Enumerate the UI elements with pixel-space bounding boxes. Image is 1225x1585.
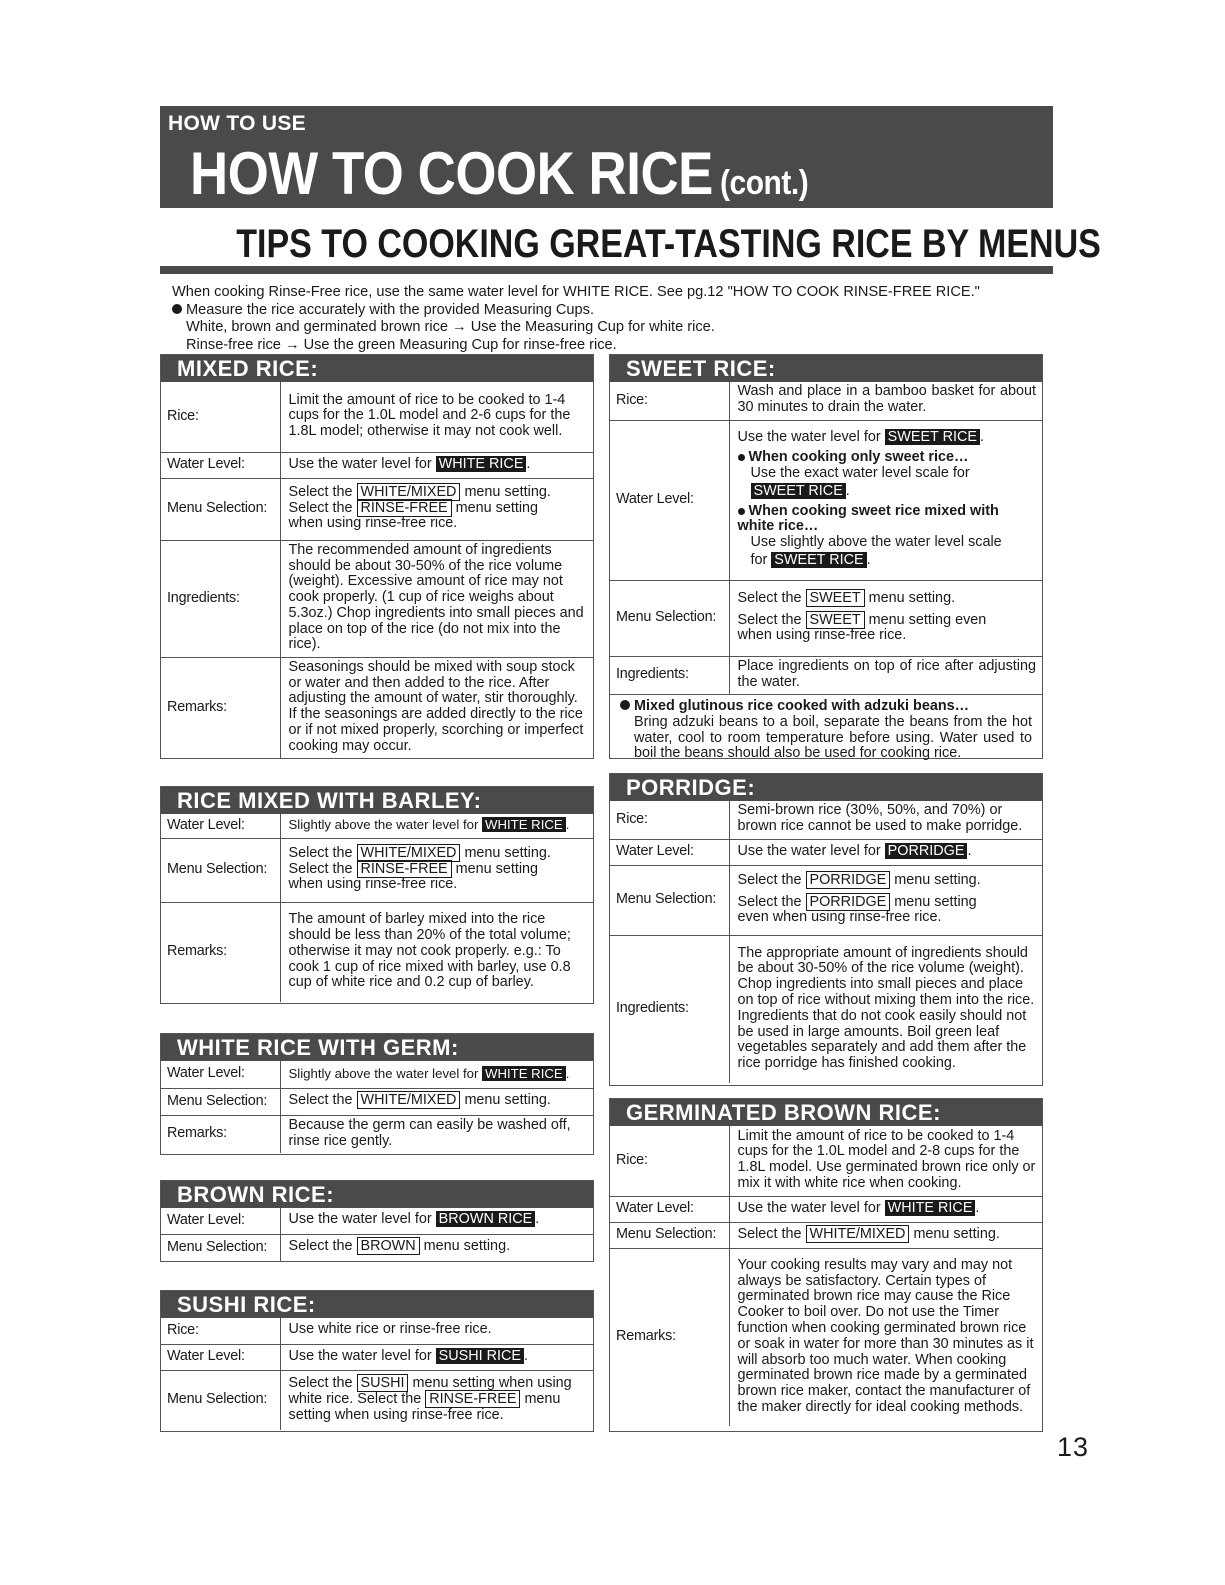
porridge-menu-tag: PORRIDGE [806, 871, 891, 889]
brown-tag: BROWN [357, 1237, 420, 1255]
rice-label: Rice: [610, 801, 729, 839]
water-level-label: Water Level: [161, 1344, 280, 1370]
germ-box [160, 1033, 594, 1155]
menu-selection-label: Menu Selection: [161, 1370, 280, 1430]
sushi-tag: SUSHI [357, 1374, 409, 1392]
sweet-rice-tag: SWEET RICE [771, 552, 866, 568]
barley-title: RICE MIXED WITH BARLEY: [161, 787, 593, 814]
water-level-label: Water Level: [161, 452, 280, 478]
rice-value: Limit the amount of rice to be cooked to 1-4 cups for the 1.0L model and 2-8 cups for the 1.8L model. Use germinated brown rice only or mix it with white rice when cooking. [737, 1127, 1036, 1192]
bullet-icon [172, 304, 182, 314]
rice-value: Use white rice or rinse-free rice. [288, 1321, 492, 1338]
intro-line-2: Measure the rice accurately with the provided Measuring Cups. [172, 302, 1072, 320]
mixed-rice-box [160, 354, 594, 759]
tips-rule-divider [160, 266, 1053, 274]
page-title-text: HOW TO COOK RICE [190, 140, 713, 207]
germinated-box [609, 1098, 1043, 1432]
menu-selection-label: Menu Selection: [161, 1088, 280, 1115]
germ-title: WHITE RICE WITH GERM: [161, 1034, 593, 1061]
water-level-value: Use the water level for WHITE RICE . [729, 1196, 1042, 1222]
sweet-tag: SWEET [806, 611, 865, 629]
water-level-label: Water Level: [610, 420, 729, 580]
tips-title: TIPS TO COOKING GREAT-TASTING RICE BY MENUS [236, 222, 1101, 266]
white-rice-tag: WHITE RICE [482, 1066, 566, 1081]
ingredients-label: Ingredients: [610, 935, 729, 1083]
page-number: 13 [1056, 1432, 1089, 1462]
white-rice-tag: WHITE RICE [885, 1200, 976, 1216]
brown-rice-box [160, 1180, 594, 1262]
rinse-free-tag: RINSE-FREE [357, 499, 452, 517]
water-level-value: Use the water level for SUSHI RICE . [280, 1344, 593, 1370]
page-title [190, 139, 808, 208]
intro-text [172, 284, 1072, 354]
remarks-label: Remarks: [161, 1115, 280, 1153]
white-rice-tag: WHITE RICE [436, 456, 527, 472]
section-tag: HOW TO USE [168, 112, 306, 135]
white-mixed-tag: WHITE/MIXED [806, 1225, 910, 1243]
germinated-title: GERMINATED BROWN RICE: [610, 1099, 1042, 1126]
menu-selection-value: Select the SWEET menu setting. Select the SWEET menu setting even when using rinse-free rice. [729, 580, 1042, 656]
remarks-value: Because the germ can easily be washed off, rinse rice gently. [280, 1115, 593, 1153]
menu-selection-value: Select the WHITE/MIXED menu setting. Select the RINSE-FREE menu setting when using rinse-free rice. [280, 478, 593, 540]
white-mixed-tag: WHITE/MIXED [357, 1091, 461, 1109]
water-level-value: Use the water level for WHITE RICE . [280, 452, 593, 478]
sushi-rice-box [160, 1290, 594, 1432]
rice-label: Rice: [610, 382, 729, 420]
ingredients-value: The appropriate amount of ingredients should be about 30-50% of the rice volume (weight). Chop ingredients into small pieces and place on top of rice without mixing them into the rice. Ingredients that do not cook easily should not be used in large amounts. Boil green leaf vegetables separately and add them after the rice porridge has finished cooking. [729, 935, 1042, 1083]
menu-selection-label: Menu Selection: [610, 1222, 729, 1248]
rice-label: Rice: [161, 1318, 280, 1344]
rice-label: Rice: [161, 382, 280, 452]
water-level-label: Water Level: [161, 1061, 280, 1088]
menu-selection-label: Menu Selection: [161, 1234, 280, 1261]
header-banner [160, 106, 1053, 208]
bullet-icon [738, 454, 745, 461]
bullet-icon [620, 700, 630, 710]
ingredients-value: The recommended amount of ingredients should be about 30-50% of the rice volume (weight). Excessive amount of rice may not cook properly. (1 cup of rice weighs about 5.3oz.) Chop ingredients into small pieces and place on top of the rice (do not mix into the rice). [280, 540, 593, 657]
menu-selection-value: Select the WHITE/MIXED menu setting. [729, 1222, 1042, 1248]
water-level-value: Slightly above the water level for WHITE RICE . [288, 817, 570, 833]
water-level-label: Water Level: [610, 1196, 729, 1222]
remarks-label: Remarks: [161, 902, 280, 1002]
menu-selection-label: Menu Selection: [610, 865, 729, 935]
rice-value: Wash and place in a bamboo basket for about 30 minutes to drain the water. [737, 383, 1036, 416]
water-level-label: Water Level: [610, 839, 729, 865]
brown-rice-tag: BROWN RICE [436, 1211, 536, 1227]
rinse-free-tag: RINSE-FREE [425, 1390, 520, 1408]
intro-line-1: When cooking Rinse-Free rice, use the same water level for WHITE RICE. See pg.12 "HOW TO COOK RINSE-FREE RICE." [172, 284, 980, 300]
sushi-rice-tag: SUSHI RICE [436, 1348, 524, 1364]
porridge-box [609, 773, 1043, 1086]
white-mixed-tag: WHITE/MIXED [357, 483, 461, 501]
ingredients-value: Place ingredients on top of rice after adjusting the water. [729, 656, 1042, 694]
porridge-title: PORRIDGE: [610, 774, 1042, 801]
intro-line-4: Rinse-free rice → Use the green Measuring Cup for rinse-free rice. [186, 336, 617, 353]
menu-selection-label: Menu Selection: [161, 838, 280, 902]
porridge-tag: PORRIDGE [885, 843, 968, 859]
menu-selection-value: Select the PORRIDGE menu setting. Select the PORRIDGE menu setting even when using rinse-free rice. [729, 865, 1042, 935]
menu-selection-value: Select the BROWN menu setting. [280, 1234, 593, 1261]
water-level-value: Use the water level for BROWN RICE . [288, 1211, 540, 1228]
water-level-value: Use the water level for PORRIDGE . [729, 839, 1042, 865]
bullet-icon [738, 508, 745, 515]
sweet-tag: SWEET [806, 589, 865, 607]
sweet-rice-box [609, 354, 1043, 762]
porridge-menu-tag: PORRIDGE [806, 893, 891, 911]
mixed-rice-table [161, 382, 593, 758]
brown-rice-title: BROWN RICE: [161, 1181, 593, 1208]
menu-selection-value: Select the WHITE/MIXED menu setting. [280, 1088, 593, 1115]
water-level-label: Water Level: [161, 814, 280, 838]
sweet-rice-tag: SWEET RICE [751, 483, 846, 499]
mixed-rice-title: MIXED RICE: [161, 355, 593, 382]
remarks-label: Remarks: [161, 657, 280, 758]
white-rice-tag: WHITE RICE [482, 817, 566, 832]
rice-value: Semi-brown rice (30%, 50%, and 70%) or brown rice cannot be used to make porridge. [737, 802, 1023, 835]
water-level-value: Slightly above the water level for WHITE RICE . [288, 1065, 570, 1081]
remarks-label: Remarks: [610, 1248, 729, 1426]
menu-selection-value: Select the WHITE/MIXED menu setting. Select the RINSE-FREE menu setting when using rinse-free rice. [280, 838, 593, 902]
menu-selection-value: Select the SUSHI menu setting when using white rice. Select the RINSE-FREE menu setting when using rinse-free rice. [280, 1370, 593, 1430]
white-mixed-tag: WHITE/MIXED [357, 844, 461, 862]
rice-label: Rice: [610, 1126, 729, 1196]
page-title-cont: (cont.) [719, 164, 809, 202]
barley-box [160, 786, 594, 1004]
ingredients-label: Ingredients: [610, 656, 729, 694]
sushi-rice-title: SUSHI RICE: [161, 1291, 593, 1318]
intro-line-3: White, brown and germinated brown rice → Use the Measuring Cup for white rice. [186, 319, 715, 335]
remarks-value: The amount of barley mixed into the rice should be less than 20% of the total volume; otherwise it may not cook properly. e.g.: To cook 1 cup of rice mixed with barley, use 0.8 cup of white rice and 0.2 cup of barley. [280, 902, 593, 1002]
ingredients-label: Ingredients: [161, 540, 280, 657]
menu-selection-label: Menu Selection: [610, 580, 729, 656]
water-level-label: Water Level: [161, 1208, 280, 1234]
adzuki-note: Mixed glutinous rice cooked with adzuki beans… Bring adzuki beans to a boil, separate the beans from the hot water, cool to room temperature before using. Water used to boil the beans should also be used for cooking rice. [610, 694, 1042, 765]
rinse-free-tag: RINSE-FREE [357, 860, 452, 878]
water-level-value: Use the water level for SWEET RICE . When cooking only sweet rice… Use the exact water level scale for SWEET RICE . When cooking sweet rice mixed with white rice… Use slightly above the water level scale for SWEET RICE . [729, 420, 1042, 580]
remarks-value: Seasonings should be mixed with soup stock or water and then added to the rice. After adjusting the amount of water, stir thoroughly. If the seasonings are added directly to the rice or if not mixed properly, scorching or imperfect cooking may occur. [280, 657, 593, 758]
menu-selection-label: Menu Selection: [161, 478, 280, 540]
sweet-rice-tag: SWEET RICE [885, 429, 980, 445]
sweet-rice-title: SWEET RICE: [610, 355, 1042, 382]
rice-value: Limit the amount of rice to be cooked to 1-4 cups for the 1.0L model and 2-6 cups for the 1.8L model; otherwise it may not cook well. [288, 391, 571, 440]
remarks-value: Your cooking results may vary and may not always be satisfactory. Certain types of germinated brown rice may cause the Rice Cooker to boil over. Do not use the Timer function when cooking germinated brown rice or soak in water for more than 30 minutes as it will absorb too much water. When cooking germinated brown rice made by a germinated brown rice maker, contact the manufacturer of the maker directly for ideal cooking methods. [729, 1248, 1042, 1426]
